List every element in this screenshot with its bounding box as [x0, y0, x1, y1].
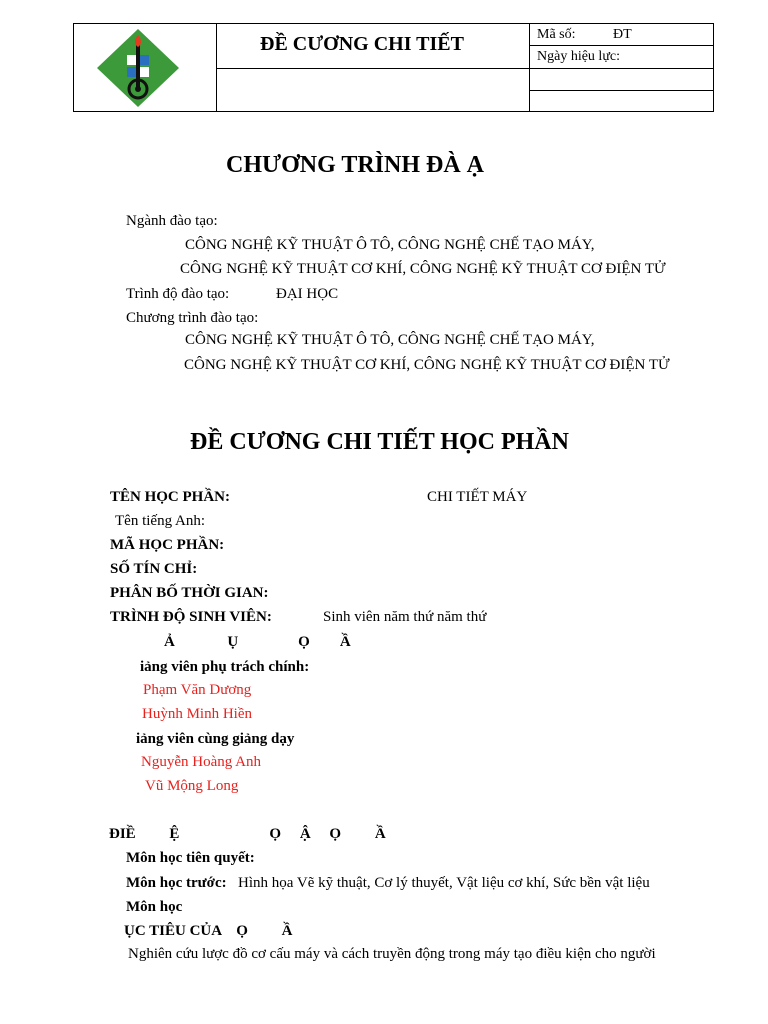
code-value: ĐT — [613, 27, 632, 42]
co-lecturer-label: iảng viên cùng giảng dạy — [136, 731, 295, 747]
curriculum-line-2: CÔNG NGHỆ KỸ THUẬT CƠ KHÍ, CÔNG NGHỆ KỸ THUẬT CƠ ĐIỆN TỬ — [184, 357, 670, 373]
section-heading: Ả Ụ Ọ Ầ — [164, 634, 351, 650]
english-name-label: Tên tiếng Anh: — [115, 513, 205, 529]
header-title: ĐỀ CƯƠNG CHI TIẾT — [260, 33, 464, 55]
time-allocation-label: PHÂN BỐ THỜI GIAN: — [110, 585, 269, 601]
lead-lecturer-label: iảng viên phụ trách chính: — [140, 659, 310, 675]
student-level-label: TRÌNH ĐỘ SINH VIÊN: — [110, 609, 272, 625]
effective-date-label: Ngày hiệu lực: — [537, 49, 621, 64]
university-logo-icon — [95, 27, 181, 109]
co-lecturer-1: Nguyễn Hoàng Anh — [141, 754, 261, 770]
code-label: Mã số: — [537, 27, 576, 42]
major-line-1: CÔNG NGHỆ KỸ THUẬT Ô TÔ, CÔNG NGHỆ CHẾ TẠO MÁY, — [185, 237, 595, 253]
prior-course-value: Hình họa Vẽ kỹ thuật, Cơ lý thuyết, Vật liệu cơ khí, Sức bền vật liệu — [238, 875, 650, 891]
curriculum-line-1: CÔNG NGHỆ KỸ THUẬT Ô TÔ, CÔNG NGHỆ CHẾ TẠO MÁY, — [185, 332, 595, 348]
course-name-value: CHI TIẾT MÁY — [427, 489, 528, 505]
course-code-label: MÃ HỌC PHẦN: — [110, 537, 225, 553]
credits-label: SỐ TÍN CHỈ: — [110, 561, 198, 577]
prior-course-label: Môn học trước: — [126, 875, 227, 891]
level-value: ĐẠI HỌC — [276, 286, 339, 302]
major-line-2: CÔNG NGHỆ KỸ THUẬT CƠ KHÍ, CÔNG NGHỆ KỸ THUẬT CƠ ĐIỆN TỬ — [180, 261, 666, 277]
major-label: Ngành đào tạo: — [126, 213, 218, 229]
student-level-value: Sinh viên năm thứ năm thứ — [323, 609, 487, 625]
level-label: Trình độ đào tạo: — [126, 286, 230, 302]
course-name-label: TÊN HỌC PHẦN: — [110, 489, 230, 505]
co-lecturer-2: Vũ Mộng Long — [145, 778, 239, 794]
course-title: ĐỀ CƯƠNG CHI TIẾT HỌC PHẦN — [190, 429, 569, 455]
goal-heading: ỤC TIÊU CỦA Ọ Ầ — [124, 923, 293, 939]
curriculum-label: Chương trình đào tạo: — [126, 310, 259, 326]
goal-text: Nghiên cứu lược đồ cơ cấu máy và cách truyền động trong máy tạo điều kiện cho người — [128, 946, 656, 962]
prerequisite-label: Môn học tiên quyết: — [126, 850, 255, 866]
conditions-heading: ĐIỀ Ệ Ọ Ậ Ọ Ầ — [109, 826, 386, 842]
other-course-label: Môn học — [126, 899, 183, 915]
program-title: CHƯƠNG TRÌNH ĐÀ Ạ — [226, 152, 485, 178]
lead-lecturer-2: Huỳnh Minh Hiền — [142, 706, 252, 722]
lead-lecturer-1: Phạm Văn Dương — [143, 682, 252, 698]
